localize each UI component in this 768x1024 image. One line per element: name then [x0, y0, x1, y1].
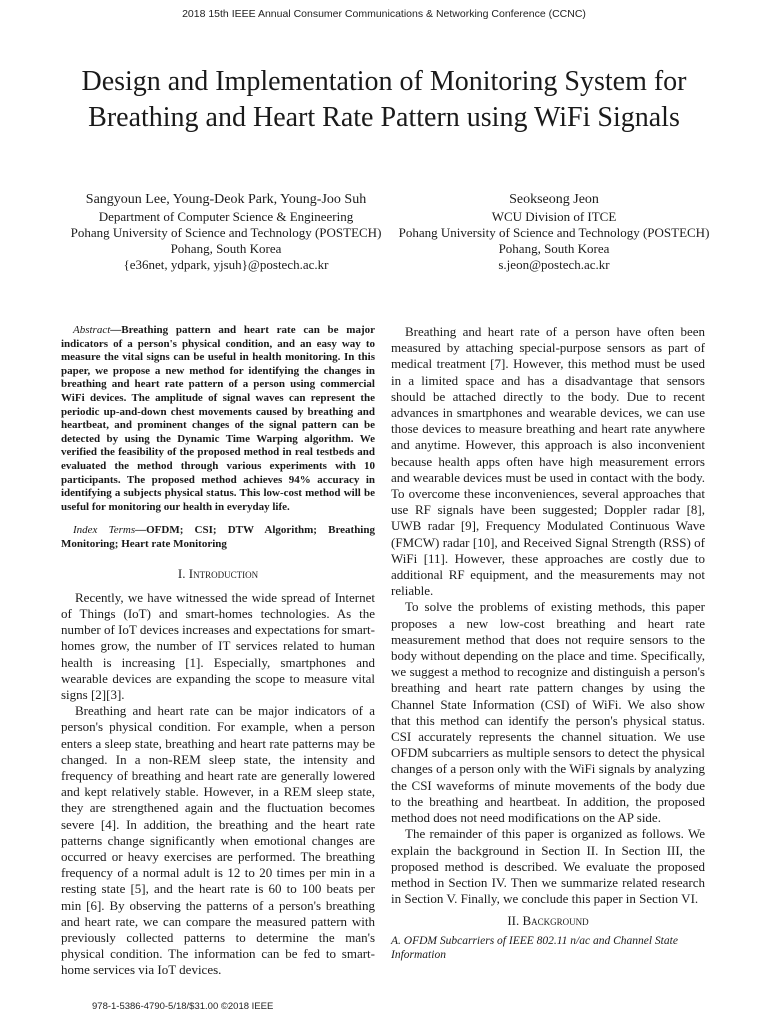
index-terms: [61, 524, 375, 551]
section-numeral: II.: [507, 913, 520, 929]
paragraph: Recently, we have witnessed the wide spread of Internet of Things (IoT) and smart-homes technologies. As the number of IoT devices increases and expectations for smart-homes grow, the number of IT services related to human health is increasing [1]. Especially, smartphones and wearable devices are expanding the scope to measure vital signs [2][3].: [61, 589, 375, 702]
paper-title: Design and Implementation of Monitoring System for Breathing and Heart Rate Pattern using WiFi Signals: [81, 66, 687, 133]
author-email: {e36net, ydpark, yjsuh}@postech.ac.kr: [123, 257, 329, 272]
section-title: Introduction: [188, 565, 259, 581]
author-list: [56, 192, 712, 273]
author-location: Pohang, South Korea: [498, 241, 610, 256]
author-names: Seokseong Jeon: [509, 192, 599, 207]
right-column: [391, 324, 705, 962]
paragraph: Breathing and heart rate can be major indicators of a person's physical condition. For example, when a person enters a sleep state, breathing and heart rate patterns may be changed. In a non-REM sleep state, the intensity and frequency of breathing and heart rate are generally lowered and kept relatively stable. However, in a REM sleep state, they are strengthened again and the fluctuation becomes severe [4]. In addition, the breathing and the heart rate patterns change significantly when emotional changes are occurred or heavy exercises are performed. The breathing frequency of a normal adult is 12 to 20 times per min in a resting state [5], and the heart rate is 60 to 100 beats per min [6]. By observing the patterns of a person's breathing and heart rate, we can compare the measured pattern with previously collected patterns to determine the man's physical condition. The information can be fed to smart-home services via IoT devices.: [61, 703, 375, 978]
author-department: WCU Division of ITCE: [491, 209, 617, 224]
copyright-footer: 978-1-5386-4790-5/18/$31.00 ©2018 IEEE: [92, 1001, 274, 1012]
paragraph: Breathing and heart rate of a person have often been measured by attaching special-purpose sensors as part of medical treatment [7]. However, this method must be used in a limited space and has a disadvantage that sensors should be attached directly to the body. Due to recent advances in smartphones and wearable devices, we can use those devices to measure breathing and heart rate anywhere and anytime. However, this approach is also inconvenient because health apps often have high measurement errors and wearable devices must be used in contact with the body. To overcome these inconveniences, several approaches that use RF signals have been suggested; Doppler radar [8], UWB radar [9], Frequency Modulated Continuous Wave (FMCW) radar [10], and Received Signal Strength (RSS) of WiFi [11]. However, these approaches are costly due to additional RF equipment, and the measurements may not reliable.: [391, 324, 705, 599]
subsection-heading: A. OFDM Subcarriers of IEEE 802.11 n/ac and Channel State Information: [391, 934, 678, 961]
author-location: Pohang, South Korea: [170, 241, 282, 256]
index-terms-text: —OFDM; CSI; DTW Algorithm; Breathing Monitoring; Heart rate Monitoring: [61, 524, 375, 550]
section-heading-background: [391, 913, 705, 929]
author-university: Pohang University of Science and Technology (POSTECH): [70, 225, 382, 240]
section-title: Background: [522, 913, 589, 929]
left-column: [61, 324, 375, 979]
abstract: [61, 324, 375, 514]
section-heading-introduction: [61, 566, 375, 582]
abstract-text: —Breathing pattern and heart rate can be major indicators of a person's physical condition, and an easy way to measure the vital signs can be useful in health monitoring. In this paper, we propose a new method for identifying the changes in breathing and heart rate pattern of a person using commercial WiFi devices. The amplitude of signal waves can represent the periodic up-and-down chest movements caused by breathing and heartbeat, and prominent changes of the signal pattern can be detected by using the Dynamic Time Warping algorithm. We verified the feasibility of the proposed method in real testbeds and evaluated the method through various experiments with 10 participants. The proposed method achieves 94% accuracy in identifying a subjects physical status. This low-cost method will be useful for monitoring our health in everyday life.: [61, 324, 375, 513]
abstract-lead: Abstract: [73, 324, 111, 336]
paragraph: To solve the problems of existing methods, this paper proposes a new low-cost breathing and heart rate measurement method that does not require sensors to the body without depending on the place and time. Specifically, we suggest a method to recognize and distinguish a person's breathing and heart rate pattern changes by using the Channel State Information (CSI) of WiFi. We also show that this method can identify the person's physical status. CSI accurately represents the channel situation. We use OFDM subcarriers as multiple sensors to detect the physical changes of a person only with the WiFi signals by analyzing the CSI waveforms of minute movements of the body due to the breathing and heartbeat. In addition, the proposed method does not need modifications on the AP side.: [391, 599, 705, 826]
author-names: Sangyoun Lee, Young-Deok Park, Young-Joo Suh: [85, 192, 367, 207]
author-block-2: [396, 192, 712, 273]
section-numeral: I.: [177, 565, 186, 581]
paragraph: The remainder of this paper is organized as follows. We explain the background in Section II. In Section III, the proposed method is described. We evaluate the proposed method in Section IV. Then we summarize related research in Section V. Finally, we conclude this paper in Section VI.: [391, 826, 705, 907]
conference-header: 2018 15th IEEE Annual Consumer Communications & Networking Conference (CCNC): [182, 8, 586, 20]
author-email: s.jeon@postech.ac.kr: [498, 257, 610, 272]
author-university: Pohang University of Science and Technology (POSTECH): [398, 225, 710, 240]
author-block-1: [56, 192, 396, 273]
index-terms-lead: Index Terms: [73, 524, 136, 537]
author-department: Department of Computer Science & Engineering: [98, 209, 354, 224]
